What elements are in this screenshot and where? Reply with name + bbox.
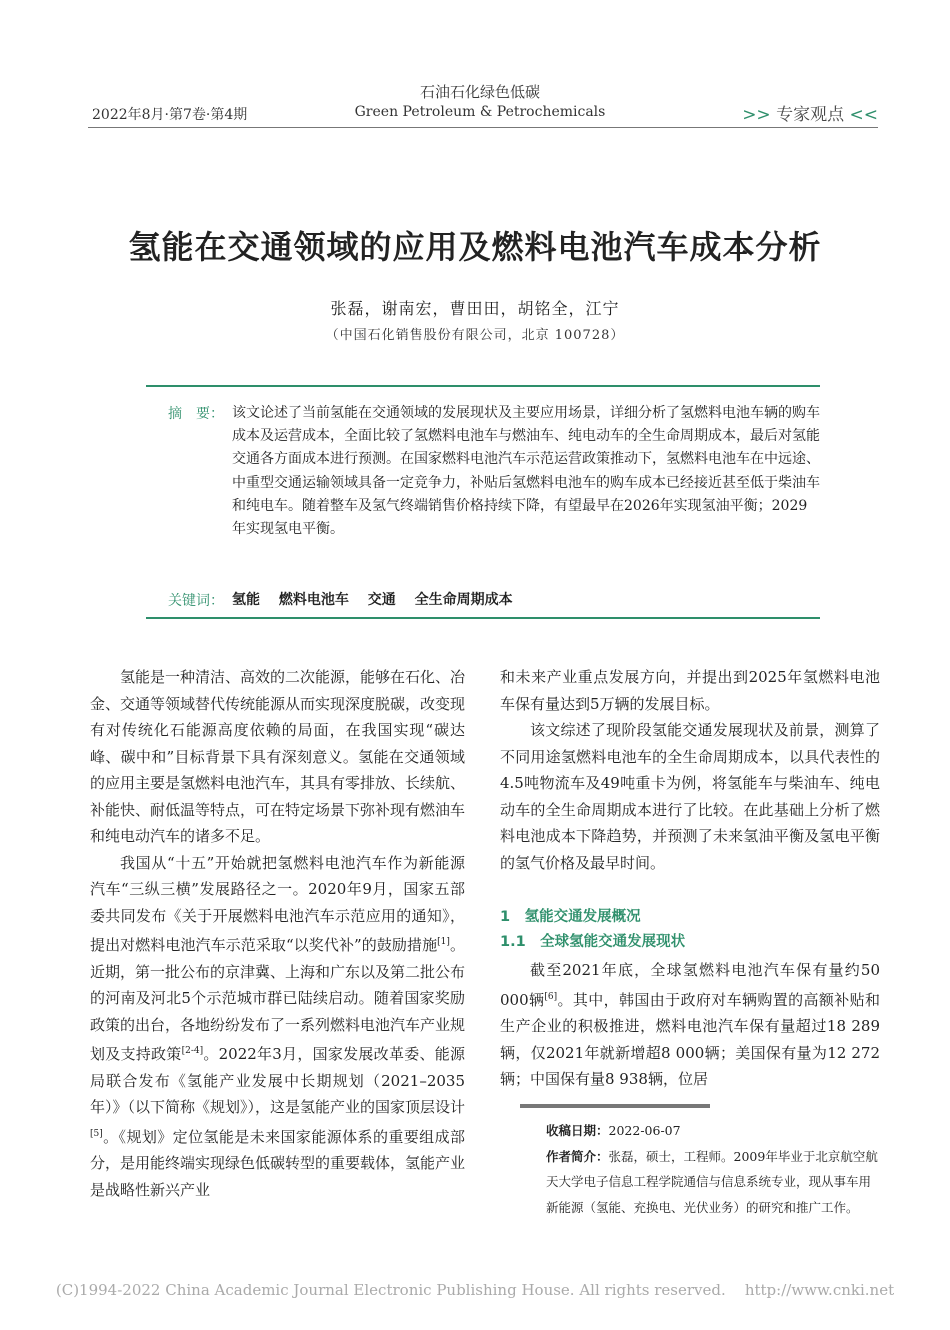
- abstract-bottom-divider: [146, 617, 820, 619]
- body-column-right: [500, 664, 880, 876]
- abstract-text: 该文论述了当前氢能在交通领域的发展现状及主要应用场景，详细分析了氢燃料电池车辆的购车成本及运营成本，全面比较了氢燃料电池车与燃油车、纯电动车的全生命周期成本，最后对氢能交通各方面成本进行预测。在国家燃料电池汽车示范运营政策推动下，氢燃料电池车在中远途、中重型交通运输领域具备一定竞争力，补贴后氢燃料电池车的购车成本已经接近甚至低于柴油车和纯电车。随着整车及氢气终端销售价格持续下降，有望最早在2026年实现氢油平衡；2029年实现氢电平衡。: [232, 405, 820, 538]
- article-title: 氢能在交通领域的应用及燃料电池汽车成本分析: [128, 228, 822, 266]
- abstract-label: 摘 要：: [168, 406, 224, 422]
- paragraph-text: 我国从“十五”开始就把氢燃料电池汽车作为新能源汽车“三纵三横”发展路径之一。2020年9月，国家五部委共同发布《关于开展燃料电池汽车示范应用的通知》，提出对燃料电池汽车示范采取“以奖代补”的鼓励措施: [90, 853, 465, 954]
- body-column-right-continued: [500, 957, 880, 1093]
- received-value: 2022-06-07: [608, 1123, 681, 1138]
- paragraph-text: 。近期，第一批公布的京津冀、上海和广东以及第二批公布的河南及河北5个示范城市群已陆续启动。随着国家奖励政策的出台，各地纷纷发布了一系列燃料电池汽车产业规划及支持政策: [90, 936, 466, 1063]
- footnote: [546, 1118, 882, 1220]
- paragraph: 氢能是一种清洁、高效的二次能源，能够在石化、冶金、交通等领域替代传统能源从而实现深度脱碳，改变现有对传统化石能源高度依赖的局面，在我国实现“碳达峰、碳中和”目标背景下具有深刻意义。氢能在交通领域的应用主要是氢燃料电池汽车，其具有零排放、长续航、补能快、耐低温等特点，可在特定场景下弥补现有燃油车和纯电动汽车的诸多不足。: [90, 668, 466, 845]
- section-heading: 1 氢能交通发展概况: [500, 909, 641, 925]
- keyword: 氢能: [232, 592, 260, 608]
- received-date: [546, 1118, 882, 1144]
- arrow-left-icon: >>: [742, 105, 771, 125]
- journal-name-en: Green Petroleum & Petrochemicals: [354, 104, 606, 120]
- copyright-footer: (C)1994-2022 China Academic Journal Electronic Publishing House. All rights reserved. http://www.cnki.net: [55, 1281, 895, 1299]
- article-affiliation: （中国石化销售股份有限公司，北京 100728）: [325, 328, 625, 343]
- author-bio-label: 作者简介：: [546, 1148, 609, 1164]
- paragraph-text: 。其中，韩国由于政府对车辆购置的高额补贴和生产企业的积极推进，燃料电池汽车保有量超过18 289辆，仅2021年就新增超8 000辆；美国保有量为12 272辆；中国保有量8 938辆，位居: [500, 990, 880, 1088]
- issue-info: 2022年8月·第7卷·第4期: [92, 107, 248, 123]
- header-divider: [88, 127, 878, 128]
- paragraph: 和未来产业重点发展方向，并提出到2025年氢燃料电池车保有量达到5万辆的发展目标。: [500, 668, 880, 713]
- citation: [1]: [437, 937, 450, 947]
- subsection-heading: 1.1 全球氢能交通发展现状: [500, 934, 686, 950]
- paragraph-text: 。《规划》定位氢能是未来国家能源体系的重要组成部分，是用能终端实现绿色低碳转型的重要载体，氢能产业是战略性新兴产业: [90, 1127, 466, 1199]
- keywords-list: [232, 589, 527, 609]
- journal-name: [330, 82, 630, 122]
- citation: [2-4]: [181, 1046, 204, 1056]
- article-authors: 张磊，谢南宏，曹田田，胡铭全，江宁: [330, 299, 620, 318]
- footnote-divider: [520, 1104, 710, 1108]
- paragraph: [90, 850, 465, 1204]
- citation: [5]: [90, 1128, 103, 1139]
- author-bio-text: 张磊，硕士，工程师。2009年毕业于北京航空航天大学电子信息工程学院通信与信息系统专业，现从事车用新能源（氢能、充换电、光伏业务）的研究和推广工作。: [546, 1148, 878, 1215]
- paragraph-text: 。2022年3月，国家发展改革委、能源局联合发布《氢能产业发展中长期规划（2021–2035年）》（以下简称《规划》），这是氢能产业的国家顶层设计: [90, 1045, 466, 1116]
- received-label: 收稿日期：: [546, 1123, 609, 1138]
- author-bio: [546, 1144, 882, 1221]
- citation: [6]: [544, 991, 558, 1002]
- journal-name-cn: 石油石化绿色低碳: [419, 83, 540, 101]
- paragraph-text: 截至2021年底，全球氢燃料电池汽车保有量约50 000辆: [500, 961, 880, 1009]
- keywords-label: 关键词：: [168, 593, 224, 609]
- paragraph: 该文综述了现阶段氢能交通发展现状及前景，测算了不同用途氢燃料电池车的全生命周期成本，以具代表性的4.5吨物流车及49吨重卡为例，将氢能车与柴油车、纯电动车的全生命周期成本进行了比较。在此基础上分析了燃料电池成本下降趋势，并预测了未来氢油平衡及氢电平衡的氢气价格及最早时间。: [500, 721, 880, 872]
- section-tag-label: 专家观点: [776, 105, 845, 125]
- section-tag: [742, 100, 878, 125]
- abstract-top-divider: [146, 385, 820, 387]
- paragraph: [500, 957, 880, 1093]
- arrow-right-icon: <<: [849, 105, 878, 125]
- keyword: 交通: [367, 592, 396, 608]
- keyword: 燃料电池车: [278, 592, 349, 608]
- keyword: 全生命周期成本: [414, 592, 513, 608]
- body-column-left: [90, 664, 465, 1203]
